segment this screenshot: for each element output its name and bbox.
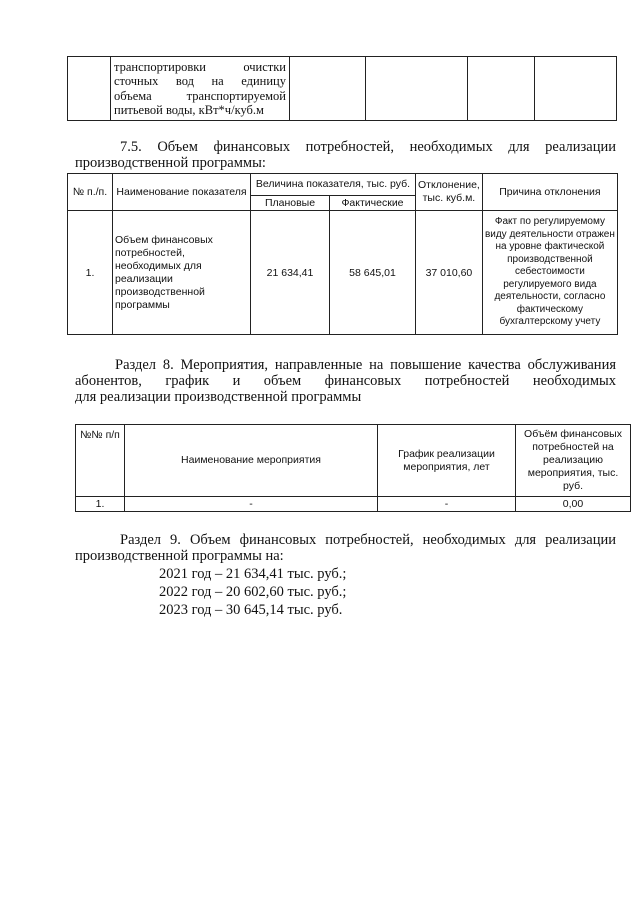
header-name: Наименование мероприятия — [125, 425, 378, 497]
row-name: Объем финансовых потребностей, необходимых для реализации производственной программы — [113, 211, 251, 335]
section-7-5-heading — [75, 139, 616, 171]
indicator-line: сточных вод на единицу — [114, 74, 286, 88]
table-cell — [366, 57, 468, 121]
continuation-table — [67, 56, 617, 121]
measures-table — [75, 424, 631, 512]
year-item: 2021 год – 21 634,41 тыс. руб.; — [159, 566, 347, 582]
heading-line: Раздел 8. Мероприятия, направленные на повышение качества обслуживания — [115, 357, 616, 373]
header-schedule: График реализации мероприятия, лет — [378, 425, 516, 497]
heading-line: 7.5. Объем финансовых потребностей, необходимых для реализации — [120, 139, 616, 155]
header-actual: Фактические — [330, 196, 416, 211]
header-deviation: Отклонение, тыс. куб.м. — [416, 174, 483, 211]
table-cell — [68, 57, 111, 121]
financial-needs-table — [67, 173, 618, 335]
header-value: Величина показателя, тыс. руб. — [251, 174, 416, 196]
table-cell — [468, 57, 535, 121]
header-name: Наименование показателя — [113, 174, 251, 211]
heading-line: абонентов, график и объем финансовых потребностей необходимых — [75, 373, 616, 389]
row-planned: 21 634,41 — [251, 211, 330, 335]
header-num: №№ п/п — [76, 425, 125, 497]
section-8-heading — [75, 357, 616, 405]
header-volume: Объём финансовых потребностей на реализацию мероприятия, тыс. руб. — [516, 425, 631, 497]
row-name: - — [125, 497, 378, 512]
row-reason: Факт по регулируемому виду деятельности отражен на уровне фактической производственной себестоимости регулируемого вида деятельности, согласно фактическому бухгалтерскому учету — [482, 211, 617, 335]
header-planned: Плановые — [251, 196, 330, 211]
row-schedule: - — [378, 497, 516, 512]
row-num: 1. — [68, 211, 113, 335]
indicator-line: транспортировки очистки — [114, 59, 286, 74]
year-item: 2023 год – 30 645,14 тыс. руб. — [159, 602, 343, 618]
indicator-line: объема транспортируемой — [114, 88, 286, 103]
section-9-heading — [75, 532, 616, 564]
heading-line: производственной программы: — [75, 155, 266, 171]
table-cell — [535, 57, 617, 121]
heading-line: для реализации производственной программы — [75, 389, 362, 405]
row-deviation: 37 010,60 — [416, 211, 483, 335]
row-num: 1. — [76, 497, 125, 512]
header-reason: Причина отклонения — [482, 174, 617, 211]
header-num: № п./п. — [68, 174, 113, 211]
indicator-line: питьевой воды, кВт*ч/куб.м — [114, 103, 264, 117]
row-volume: 0,00 — [516, 497, 631, 512]
heading-line: Раздел 9. Объем финансовых потребностей, необходимых для реализации — [120, 532, 616, 548]
heading-line: производственной программы на: — [75, 548, 284, 564]
indicator-name-cell — [111, 57, 290, 121]
section-9-years — [75, 565, 346, 619]
year-item: 2022 год – 20 602,60 тыс. руб.; — [159, 584, 347, 600]
table-cell — [290, 57, 366, 121]
row-actual: 58 645,01 — [330, 211, 416, 335]
